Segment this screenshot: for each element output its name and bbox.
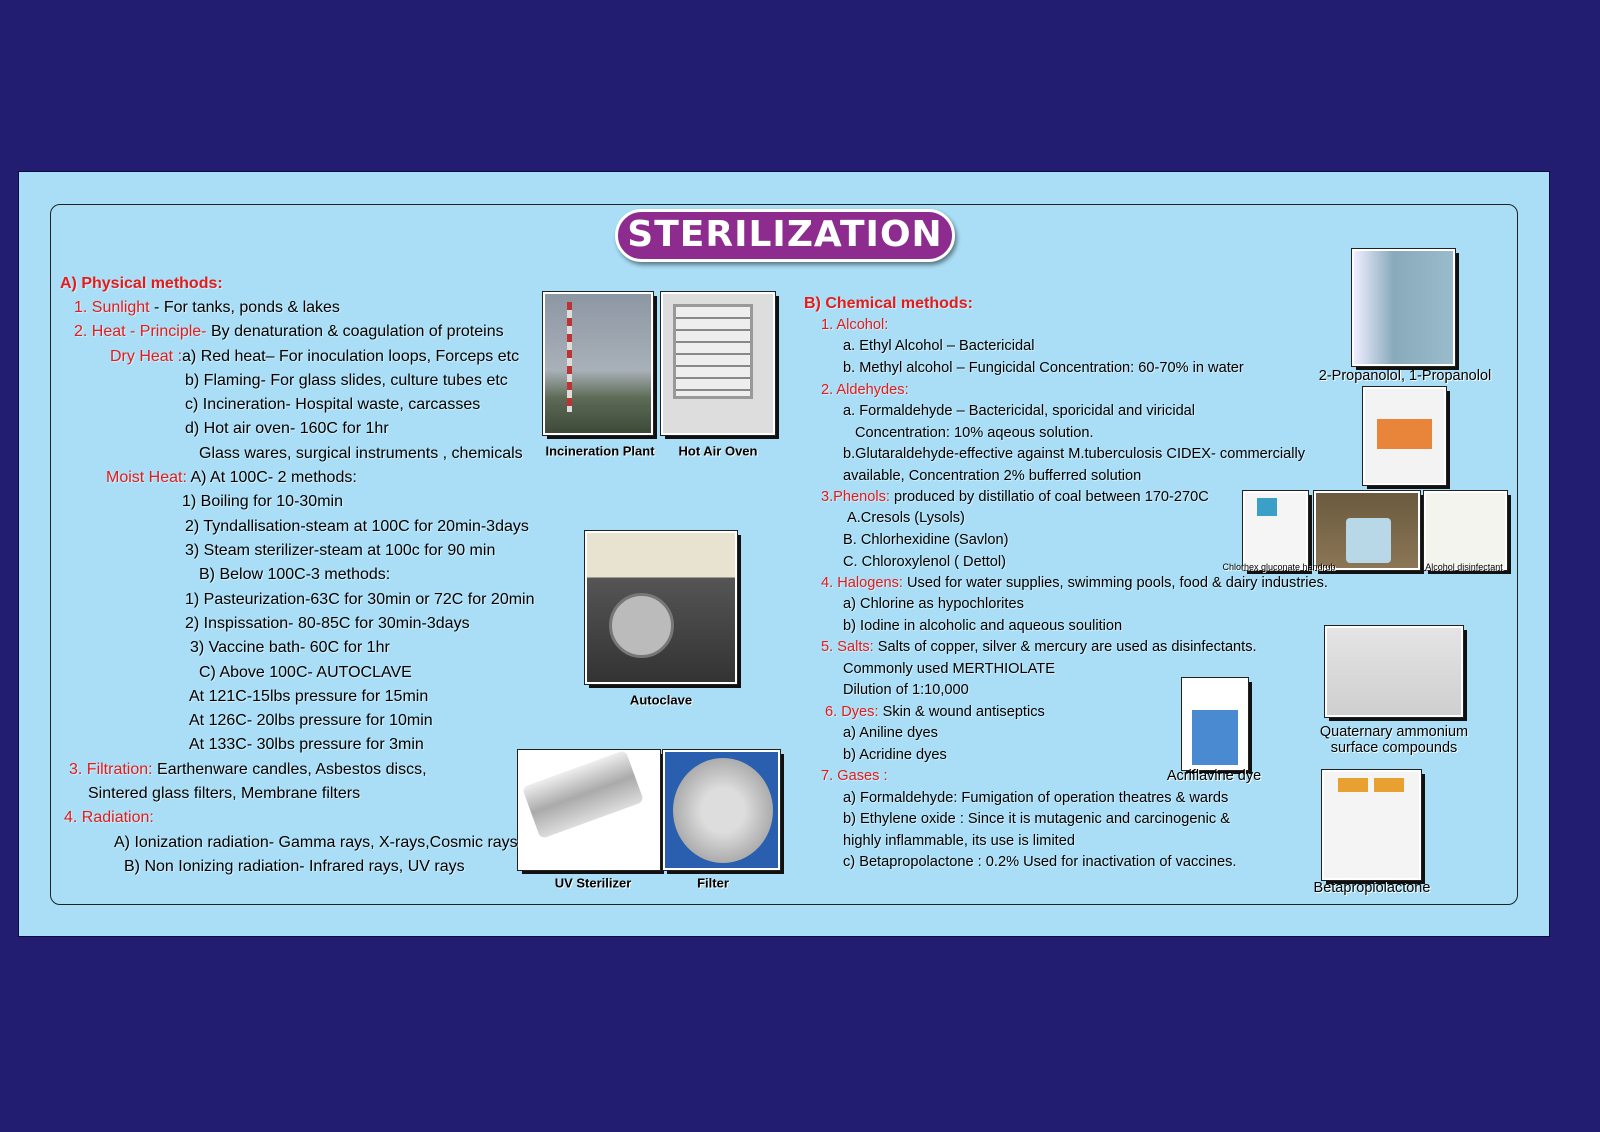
- betapropiolactone-vials-image: [1322, 770, 1421, 880]
- text-line: [821, 489, 1209, 505]
- purell-dispenser-image: [1314, 491, 1420, 570]
- text-line: [843, 811, 1230, 827]
- image-caption: Autoclave: [629, 692, 693, 708]
- text-line: [843, 554, 1006, 570]
- image-caption: 2-Propanolol, 1-Propanolol: [1318, 368, 1492, 384]
- item-text: a) Red heat– For inoculation loops, Forceps etc: [182, 348, 520, 365]
- item-label: 4. Halogens:: [821, 575, 903, 591]
- item-label: 1. Alcohol:: [821, 317, 889, 333]
- text-line: [821, 639, 1257, 655]
- text-line: [821, 382, 909, 398]
- item-text: Earthenware candles, Asbestos discs,: [152, 761, 427, 778]
- text-line: [843, 446, 1305, 462]
- text-line: [69, 761, 427, 779]
- item-text: b) Flaming- For glass slides, culture tubes etc: [185, 372, 508, 389]
- text-line: [843, 833, 1075, 849]
- text-line: [74, 299, 340, 317]
- text-line: [185, 615, 470, 633]
- text-line: [843, 596, 1024, 612]
- text-line: [189, 712, 433, 730]
- item-text: b) Acridine dyes: [843, 747, 947, 763]
- text-line: [114, 834, 518, 852]
- text-line: [199, 566, 390, 584]
- text-line: [843, 532, 1008, 548]
- poster-title: STERILIZATION: [615, 209, 955, 262]
- item-text: Skin & wound antiseptics: [878, 704, 1045, 720]
- text-line: [843, 360, 1244, 376]
- item-text: a. Formaldehyde – Bactericidal, sporicidal and viricidal: [843, 403, 1196, 419]
- item-text: a) Aniline dyes: [843, 725, 938, 741]
- propanol-bottles-image: [1352, 249, 1455, 366]
- item-text: d) Hot air oven- 160C for 1hr: [185, 420, 389, 437]
- text-line: [185, 591, 535, 609]
- text-line: [843, 747, 947, 763]
- item-text: B) Below 100C-3 methods:: [199, 566, 391, 583]
- item-text: Glass wares, surgical instruments , chemicals: [199, 445, 523, 462]
- text-line: [189, 688, 428, 706]
- image-caption: surface compounds: [1330, 740, 1458, 756]
- text-line: [64, 809, 154, 827]
- alcohol-disinfectant-image: [1424, 491, 1507, 570]
- item-text: Commonly used MERTHIOLATE: [843, 661, 1055, 677]
- item-text: 3) Steam sterilizer-steam at 100c for 90 min: [185, 542, 496, 559]
- glutaraldehyde-gallon-image: [1363, 387, 1446, 485]
- acriflavine-bottle-image: [1182, 678, 1248, 770]
- item-text: At 121C-15lbs pressure for 15min: [189, 688, 429, 705]
- text-line: [124, 858, 465, 876]
- item-label: 5. Salts:: [821, 639, 874, 655]
- item-text: 1) Pasteurization-63C for 30min or 72C for 20min: [185, 591, 535, 608]
- item-text: At 126C- 20lbs pressure for 10min: [189, 712, 433, 729]
- image-caption: Filter: [697, 875, 729, 891]
- text-line: [821, 575, 1328, 591]
- item-text: a) Chlorine as hypochlorites: [843, 596, 1024, 612]
- text-line: [185, 372, 508, 390]
- quaternary-ammonium-image: [1325, 626, 1463, 717]
- image-caption: Betapropiolactone: [1313, 880, 1431, 896]
- text-line: [843, 682, 969, 698]
- image-caption: Chlorhex gluconate handrub: [1222, 562, 1336, 572]
- text-line: [843, 790, 1228, 806]
- text-line: [199, 664, 412, 682]
- item-label: 3.Phenols:: [821, 489, 890, 505]
- text-line: [88, 785, 360, 803]
- item-text: At 133C- 30lbs pressure for 3min: [189, 736, 424, 753]
- text-line: [190, 639, 390, 657]
- item-text: highly inflammable, its use is limited: [843, 833, 1075, 849]
- hot-air-oven-image: [661, 292, 775, 435]
- item-label: 4. Radiation:: [64, 809, 154, 826]
- item-text: By denaturation & coagulation of proteins: [206, 323, 504, 340]
- text-line: [843, 468, 1141, 484]
- text-line: [106, 469, 357, 487]
- text-line: [182, 493, 343, 511]
- text-line: [110, 348, 519, 366]
- image-caption: Acriflavine dye: [1166, 768, 1262, 784]
- text-line: [843, 338, 1034, 354]
- text-line: [821, 317, 888, 333]
- item-label: 3. Filtration:: [69, 761, 153, 778]
- item-label: 7. Gases :: [821, 768, 888, 784]
- section-heading: B) Chemical methods:: [804, 295, 973, 312]
- item-text: a. Ethyl Alcohol – Bactericidal: [843, 338, 1035, 354]
- item-text: A.Cresols (Lysols): [847, 510, 965, 526]
- item-text: C. Chloroxylenol ( Dettol): [843, 554, 1007, 570]
- item-text: a) Formaldehyde: Fumigation of operation theatres & wards: [843, 790, 1229, 806]
- text-line: [185, 542, 495, 560]
- text-line: [825, 704, 1045, 720]
- item-text: Salts of copper, silver & mercury are used as disinfectants.: [873, 639, 1257, 655]
- image-caption: Hot Air Oven: [678, 443, 758, 459]
- item-text: Dilution of 1:10,000: [843, 682, 969, 698]
- filter-image: [663, 750, 780, 870]
- item-text: B. Chlorhexidine (Savlon): [843, 532, 1009, 548]
- item-text: b. Methyl alcohol – Fungicidal Concentration: 60-70% in water: [843, 360, 1244, 376]
- item-label: 1. Sunlight: [74, 299, 150, 316]
- item-text: 3) Vaccine bath- 60C for 1hr: [190, 639, 390, 656]
- text-line: [843, 618, 1122, 634]
- item-label: Dry Heat :: [110, 348, 183, 365]
- item-label: Moist Heat:: [106, 469, 187, 486]
- text-line: [199, 445, 523, 463]
- item-text: Used for water supplies, swimming pools, food & dairy industries.: [902, 575, 1328, 591]
- item-text: C) Above 100C- AUTOCLAVE: [199, 664, 412, 681]
- item-text: available, Concentration 2% bufferred solution: [843, 468, 1142, 484]
- text-line: [843, 854, 1236, 870]
- text-line: [185, 518, 529, 536]
- text-line: [843, 403, 1195, 419]
- item-text: 2) Inspissation- 80-85C for 30min-3days: [185, 615, 470, 632]
- text-line: [189, 736, 424, 754]
- image-caption: Quaternary ammonium: [1319, 724, 1469, 740]
- uv-sterilizer-image: [518, 750, 660, 870]
- text-line: [74, 323, 504, 341]
- item-text: b.Glutaraldehyde-effective against M.tuberculosis CIDEX- commercially: [843, 446, 1306, 462]
- text-line: [843, 725, 938, 741]
- item-text: A) Ionization radiation- Gamma rays, X-rays,Cosmic rays: [114, 834, 518, 851]
- item-text: Sintered glass filters, Membrane filters: [88, 785, 361, 802]
- autoclave-image: [585, 531, 737, 684]
- chlorhex-handrub-image: [1243, 491, 1308, 570]
- text-line: [855, 425, 1094, 441]
- item-text: Concentration: 10% aqeous solution.: [855, 425, 1094, 441]
- item-text: A) At 100C- 2 methods:: [186, 469, 357, 486]
- item-text: c) Betapropolactone : 0.2% Used for inactivation of vaccines.: [843, 854, 1237, 870]
- item-text: produced by distillatio of coal between 170-270C: [889, 489, 1209, 505]
- text-line: [185, 420, 389, 438]
- item-text: B) Non Ionizing radiation- Infrared rays, UV rays: [124, 858, 465, 875]
- text-line: [821, 768, 888, 784]
- item-text: 2) Tyndallisation-steam at 100C for 20min-3days: [185, 518, 529, 535]
- item-label: 6. Dyes:: [825, 704, 879, 720]
- text-line: [843, 661, 1055, 677]
- item-text: b) Ethylene oxide : Since it is mutagenic and carcinogenic &: [843, 811, 1230, 827]
- item-text: 1) Boiling for 10-30min: [182, 493, 343, 510]
- image-caption: Alcohol disinfectant: [1425, 562, 1503, 572]
- text-line: [185, 396, 480, 414]
- item-label: 2. Heat - Principle-: [74, 323, 207, 340]
- item-text: b) Iodine in alcoholic and aqueous soulition: [843, 618, 1123, 634]
- image-caption: UV Sterilizer: [554, 875, 632, 891]
- item-text: c) Incineration- Hospital waste, carcasses: [185, 396, 481, 413]
- text-line: [847, 510, 965, 526]
- item-label: 2. Aldehydes:: [821, 382, 909, 398]
- incineration-plant-image: [543, 292, 653, 435]
- section-heading: A) Physical methods:: [60, 275, 223, 292]
- image-caption: Incineration Plant: [545, 443, 655, 459]
- item-text: - For tanks, ponds & lakes: [149, 299, 340, 316]
